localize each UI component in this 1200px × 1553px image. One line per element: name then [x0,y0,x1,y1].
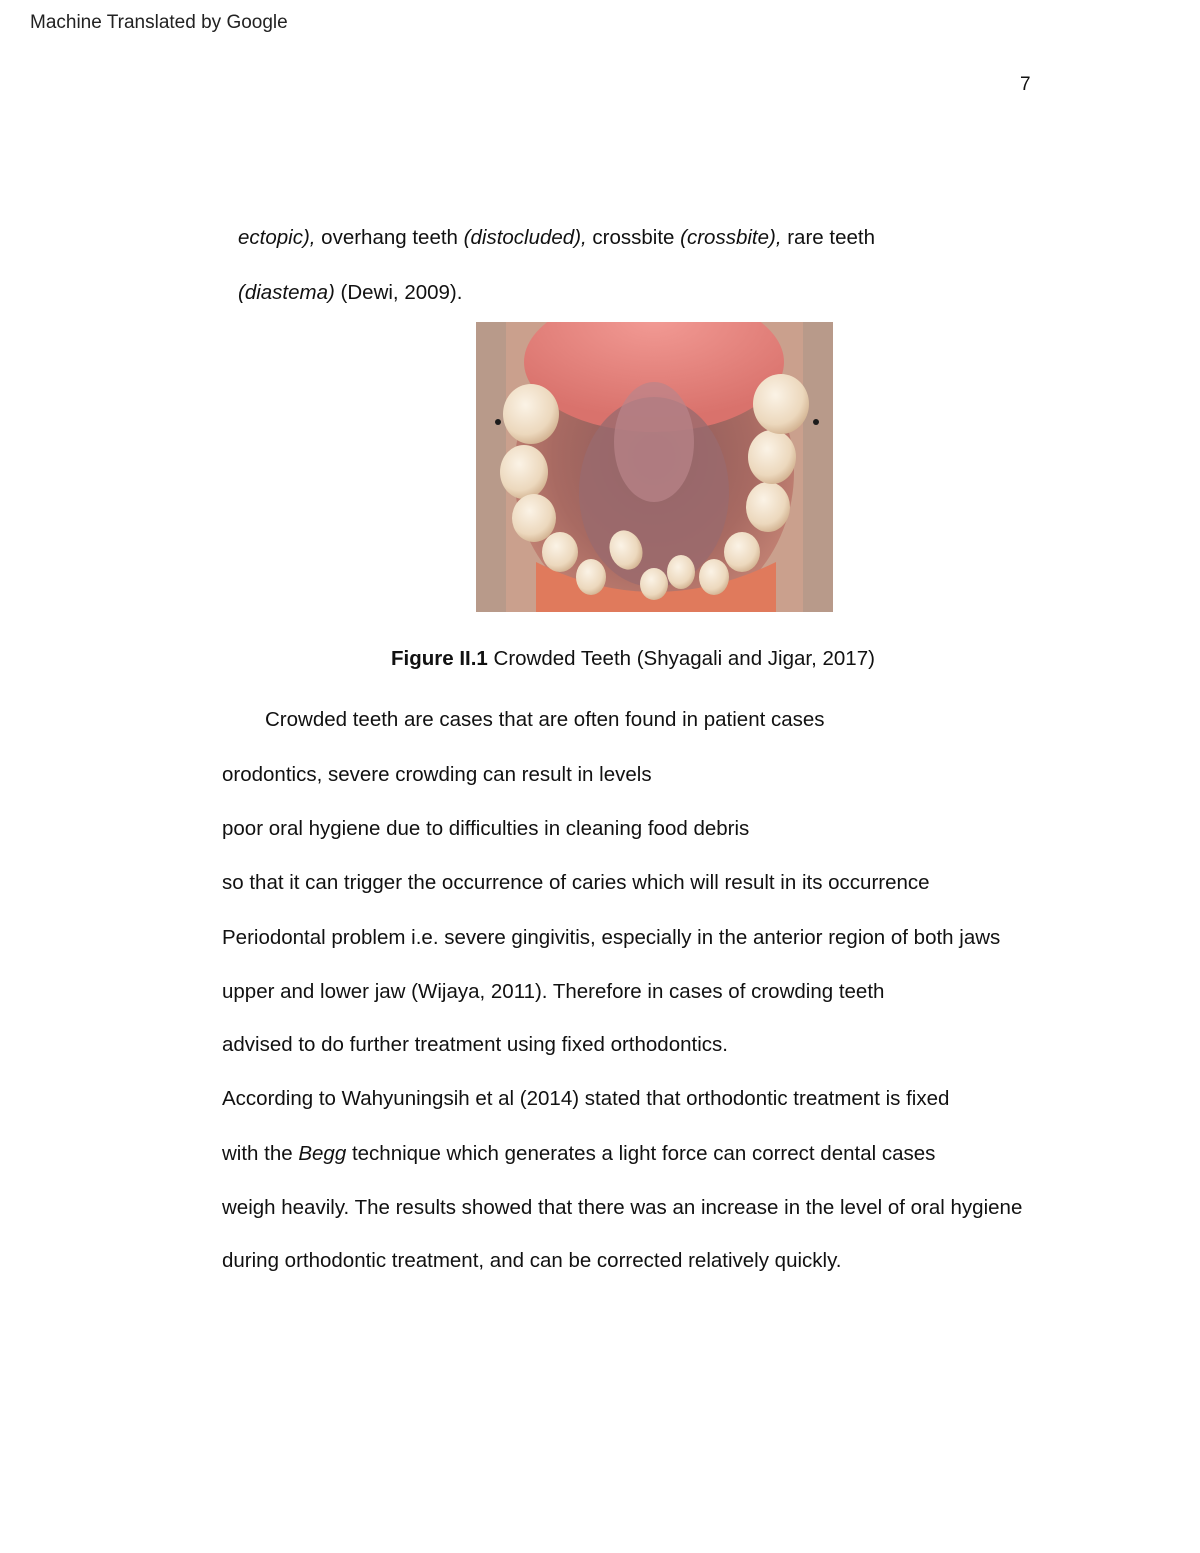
text-run: with the [222,1142,299,1165]
italic-term: (diastema) [238,281,335,304]
paragraph-line: advised to do further treatment using fixed orthodontics. [222,1033,728,1056]
paragraph-line [238,228,875,249]
paragraph-line: According to Wahyuningsih et al (2014) stated that orthodontic treatment is fixed [222,1087,950,1110]
paragraph-line: poor oral hygiene due to difficulties in cleaning food debris [222,817,750,840]
paragraph-line [222,1144,935,1165]
italic-term: Begg [298,1142,347,1165]
text-run: (Dewi, 2009). [334,281,463,304]
italic-term: (distocluded), [463,226,587,249]
paragraph-line: weigh heavily. The results showed that there was an increase in the level of oral hygiene [222,1196,1023,1219]
paragraph-line: Periodontal problem i.e. severe gingivitis, especially in the anterior region of both jaws [222,926,1001,949]
italic-term: ectopic), [238,226,316,249]
text-run: rare teeth [781,226,875,249]
text-run: overhang teeth [315,226,464,249]
text-run: crossbite [586,226,681,249]
teeth-illustration [476,322,833,612]
figure-caption [391,647,875,671]
figure-label: Figure II.1 [391,647,488,670]
paragraph-line: during orthodontic treatment, and can be corrected relatively quickly. [222,1249,842,1272]
text-run: technique which generates a light force can correct dental cases [346,1142,936,1165]
italic-term: (crossbite), [680,226,782,249]
page-number: 7 [1020,74,1031,95]
paragraph-line [238,283,462,304]
figure-caption-text: Crowded Teeth (Shyagali and Jigar, 2017) [487,647,875,670]
paragraph-line: orodontics, severe crowding can result in levels [222,763,652,786]
paragraph-line: Crowded teeth are cases that are often found in patient cases [265,708,825,731]
paragraph-line: upper and lower jaw (Wijaya, 2011). Therefore in cases of crowding teeth [222,980,885,1003]
crowded-teeth-photo-icon [476,322,833,612]
machine-translation-watermark: Machine Translated by Google [30,12,288,33]
paragraph-line: so that it can trigger the occurrence of caries which will result in its occurrence [222,871,930,894]
